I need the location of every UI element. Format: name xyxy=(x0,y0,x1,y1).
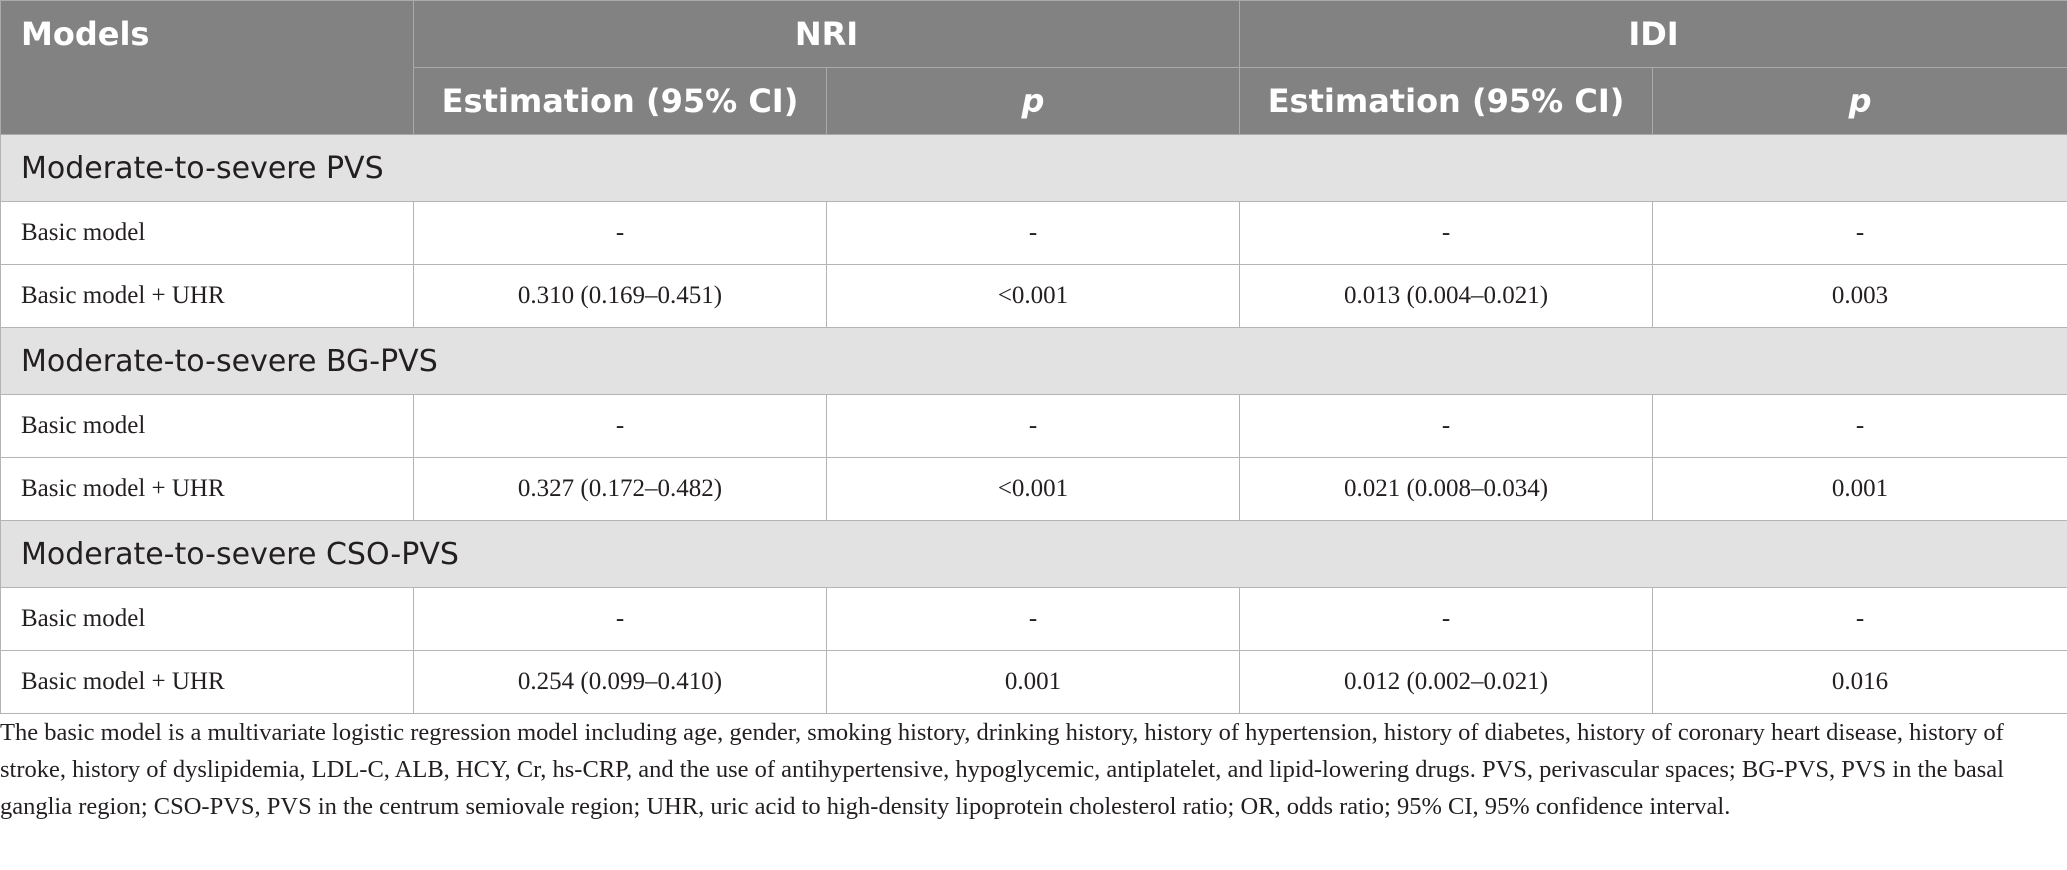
nri-p-cell: <0.001 xyxy=(827,265,1240,328)
idi-estimation-cell: 0.012 (0.002–0.021) xyxy=(1240,651,1653,714)
header-nri-estimation: Estimation (95% CI) xyxy=(414,68,827,135)
nri-estimation-cell: 0.254 (0.099–0.410) xyxy=(414,651,827,714)
idi-estimation-cell: - xyxy=(1240,395,1653,458)
row-label: Basic model xyxy=(1,588,414,651)
nri-estimation-cell: - xyxy=(414,395,827,458)
table-row xyxy=(1,202,2067,265)
idi-p-cell: - xyxy=(1653,395,2067,458)
section-row xyxy=(1,135,2067,202)
nri-estimation-cell: - xyxy=(414,588,827,651)
idi-p-cell: 0.001 xyxy=(1653,458,2067,521)
table-body xyxy=(1,135,2067,714)
header-idi-estimation: Estimation (95% CI) xyxy=(1240,68,1653,135)
nri-p-cell: - xyxy=(827,588,1240,651)
row-label: Basic model xyxy=(1,395,414,458)
table-row xyxy=(1,395,2067,458)
idi-estimation-cell: 0.021 (0.008–0.034) xyxy=(1240,458,1653,521)
section-row xyxy=(1,328,2067,395)
table-row xyxy=(1,265,2067,328)
row-label: Basic model + UHR xyxy=(1,265,414,328)
nri-p-cell: - xyxy=(827,202,1240,265)
nri-p-cell: <0.001 xyxy=(827,458,1240,521)
header-nri: NRI xyxy=(414,1,1240,68)
idi-estimation-cell: - xyxy=(1240,588,1653,651)
header-models: Models xyxy=(1,1,414,135)
header-idi: IDI xyxy=(1240,1,2067,68)
row-label: Basic model xyxy=(1,202,414,265)
header-idi-p: p xyxy=(1653,68,2067,135)
table-footnote: The basic model is a multivariate logistic regression model including age, gender, smoking history, drinking history, history of hypertension, history of diabetes, history of coronary heart disease, history of stroke, history of dyslipidemia, LDL-C, ALB, HCY, Cr, hs-CRP, and the use of antihypertensive, hypoglycemic, antiplatelet, and lipid-lowering drugs. PVS, perivascular spaces; BG-PVS, PVS in the basal ganglia region; CSO-PVS, PVS in the centrum semiovale region; UHR, uric acid to high-density lipoprotein cholesterol ratio; OR, odds ratio; 95% CI, 95% confidence interval. xyxy=(0,719,2004,820)
table-row xyxy=(1,651,2067,714)
section-title: Moderate-to-severe PVS xyxy=(1,135,2067,202)
idi-estimation-cell: - xyxy=(1240,202,1653,265)
section-title: Moderate-to-severe BG-PVS xyxy=(1,328,2067,395)
table-row xyxy=(1,458,2067,521)
header-nri-p: p xyxy=(827,68,1240,135)
nri-p-cell: 0.001 xyxy=(827,651,1240,714)
idi-p-cell: - xyxy=(1653,202,2067,265)
section-row xyxy=(1,521,2067,588)
idi-p-cell: 0.003 xyxy=(1653,265,2067,328)
idi-estimation-cell: 0.013 (0.004–0.021) xyxy=(1240,265,1653,328)
row-label: Basic model + UHR xyxy=(1,458,414,521)
table-header xyxy=(1,1,2067,135)
idi-p-cell: - xyxy=(1653,588,2067,651)
nri-p-cell: - xyxy=(827,395,1240,458)
table-row xyxy=(1,588,2067,651)
nri-estimation-cell: - xyxy=(414,202,827,265)
nri-estimation-cell: 0.327 (0.172–0.482) xyxy=(414,458,827,521)
row-label: Basic model + UHR xyxy=(1,651,414,714)
idi-p-cell: 0.016 xyxy=(1653,651,2067,714)
section-title: Moderate-to-severe CSO-PVS xyxy=(1,521,2067,588)
nri-estimation-cell: 0.310 (0.169–0.451) xyxy=(414,265,827,328)
